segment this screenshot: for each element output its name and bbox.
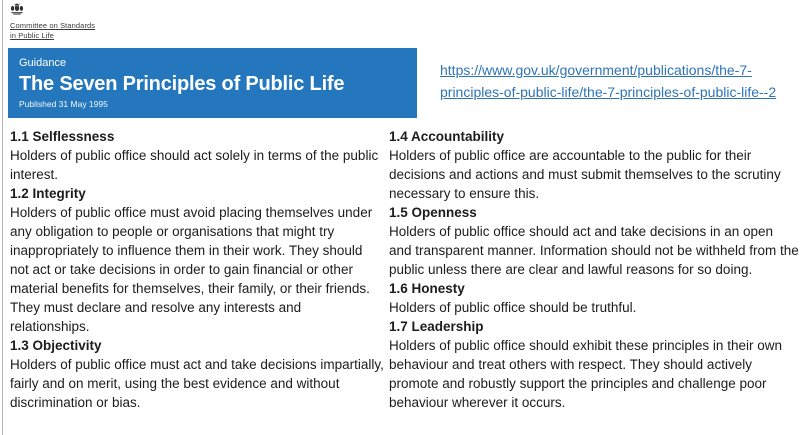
principles-column-left — [10, 127, 384, 412]
source-url-link[interactable]: https://www.gov.uk/government/publications/the-7-principles-of-public-life/the-7-principles-of-public-life--2 — [440, 62, 777, 100]
guidance-banner — [8, 48, 417, 118]
principle-heading: 1.1 Selflessness — [10, 129, 115, 144]
published-date: Published 31 May 1995 — [19, 99, 108, 109]
org-link[interactable]: Committee on Standards in Public Life — [10, 21, 96, 40]
principle-leadership — [389, 317, 799, 412]
principle-honesty — [389, 279, 799, 317]
principle-heading: 1.3 Objectivity — [10, 338, 102, 353]
principle-body: Holders of public office must act and take decisions impartially, fairly and on merit, using the best evidence and without discrimination or bias. — [10, 357, 384, 410]
principle-integrity — [10, 184, 384, 336]
masthead — [10, 2, 130, 43]
principle-body: Holders of public office should exhibit these principles in their own behaviour and treat others with respect. They should actively promote and robustly support the principles and challenge poor behaviour wherever it occurs. — [389, 338, 782, 410]
principle-objectivity — [10, 336, 384, 412]
principle-openness — [389, 203, 799, 279]
principle-heading: 1.5 Openness — [389, 205, 477, 220]
principle-body: Holders of public office should act and take decisions in an open and transparent manner. Information should not be withheld from the public unless there are clear and lawful reasons for so doing. — [389, 224, 799, 277]
principle-body: Holders of public office should act solely in terms of the public interest. — [10, 148, 379, 182]
principle-heading: 1.4 Accountability — [389, 129, 505, 144]
principle-accountability — [389, 127, 799, 203]
principle-body: Holders of public office are accountable to the public for their decisions and actions and must submit themselves to the scrutiny necessary to ensure this. — [389, 148, 781, 201]
page-title: The Seven Principles of Public Life — [19, 73, 345, 95]
royal-crest-icon — [10, 2, 130, 20]
principle-heading: 1.6 Honesty — [389, 281, 465, 296]
principle-heading: 1.2 Integrity — [10, 186, 86, 201]
principle-body: Holders of public office must avoid placing themselves under any obligation to people or organisations that might try inappropriately to influence them in their work. They should not act or take decisions in order to gain financial or other material benefits for themselves, their family, or their friends. They must declare and resolve any interests and relationships. — [10, 205, 373, 334]
principle-selflessness — [10, 127, 384, 184]
window-edge-divider — [2, 0, 3, 435]
principle-body: Holders of public office should be truthful. — [389, 300, 637, 315]
principles-column-right — [389, 127, 799, 412]
principle-heading: 1.7 Leadership — [389, 319, 484, 334]
banner-kicker: Guidance — [19, 57, 67, 69]
